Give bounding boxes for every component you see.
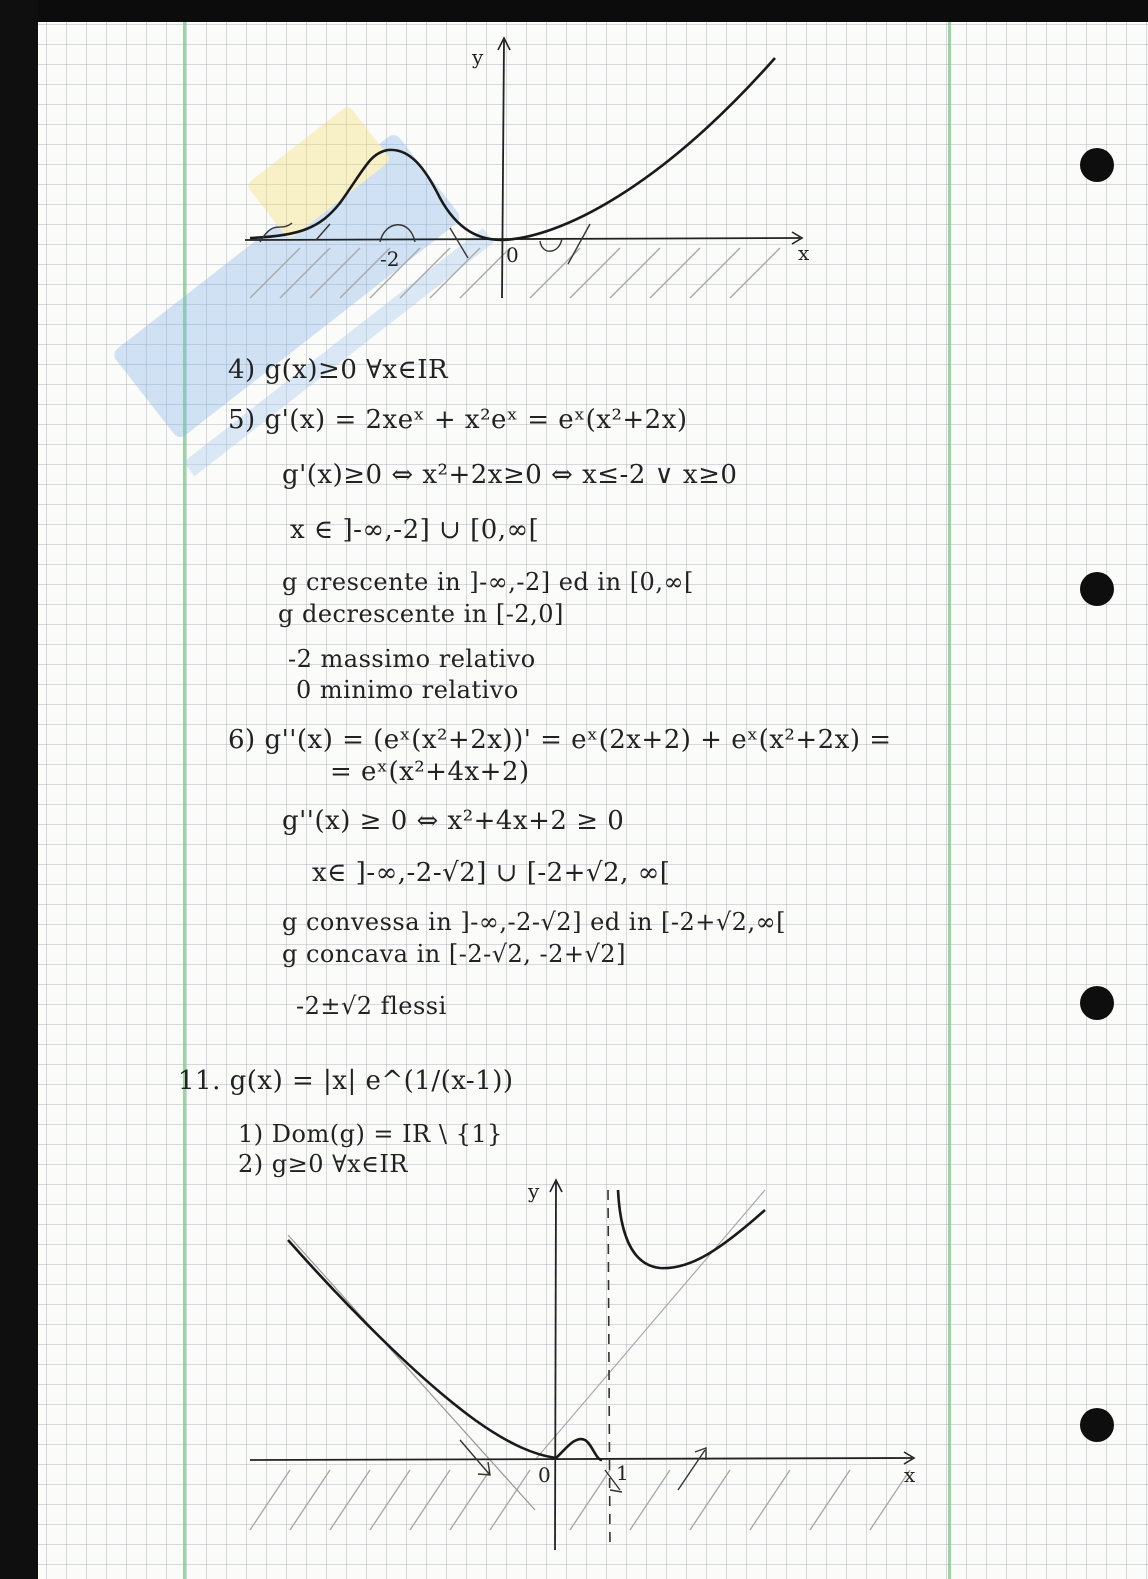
function-curve bbox=[250, 58, 775, 240]
binder-hole bbox=[1080, 986, 1114, 1020]
exercise-11-domain: 1) Dom(g) = IR \ {1} bbox=[238, 1120, 503, 1148]
right-margin-line bbox=[948, 22, 951, 1579]
exercise-11-heading: 11. g(x) = |x| e^(1/(x-1)) bbox=[178, 1066, 514, 1096]
step-5-derivative: 5) g'(x) = 2xeˣ + x²eˣ = eˣ(x²+2x) bbox=[228, 405, 688, 435]
tick-label-minus-2: -2 bbox=[380, 247, 400, 271]
vertical-asymptote bbox=[608, 1190, 610, 1550]
step-6-convex: g convessa in ]-∞,-2-√2] ed in [-2+√2,∞[ bbox=[282, 908, 786, 936]
scan-left-border bbox=[0, 0, 38, 1579]
binder-hole bbox=[1080, 1408, 1114, 1442]
function-curve-right bbox=[618, 1190, 765, 1268]
step-5-maximum: -2 massimo relativo bbox=[288, 645, 536, 673]
step-6-concave: g concava in [-2-√2, -2+√2] bbox=[282, 940, 626, 968]
step-5-minimum: 0 minimo relativo bbox=[296, 676, 519, 704]
tick-label-1: 1 bbox=[616, 1461, 629, 1485]
x-axis-label: x bbox=[798, 241, 810, 265]
step-4: 4) g(x)≥0 ∀x∈IR bbox=[228, 355, 449, 385]
x-axis bbox=[250, 1458, 912, 1460]
step-6-interval: x∈ ]-∞,-2-√2] ∪ [-2+√2, ∞[ bbox=[312, 858, 671, 888]
graph-2 bbox=[240, 1170, 940, 1570]
step-5-decreasing: g decrescente in [-2,0] bbox=[278, 600, 564, 628]
exercise-11-sign: 2) g≥0 ∀x∈IR bbox=[238, 1150, 408, 1178]
origin-label: 0 bbox=[506, 243, 519, 267]
step-5-increasing: g crescente in ]-∞,-2] ed in [0,∞[ bbox=[282, 568, 694, 596]
x-axis-label: x bbox=[904, 1463, 916, 1487]
binder-hole bbox=[1080, 572, 1114, 606]
y-axis bbox=[502, 40, 504, 298]
origin-label: 0 bbox=[538, 1463, 551, 1487]
y-axis-label: y bbox=[472, 45, 484, 69]
y-axis bbox=[555, 1182, 556, 1550]
step-5-interval: x ∈ ]-∞,-2] ∪ [0,∞[ bbox=[290, 515, 540, 545]
step-5-sign: g'(x)≥0 ⇔ x²+2x≥0 ⇔ x≤-2 ∨ x≥0 bbox=[282, 460, 738, 490]
graph-1 bbox=[240, 28, 820, 308]
step-6-simplified: = eˣ(x²+4x+2) bbox=[330, 757, 530, 787]
step-6-inflection: -2±√2 flessi bbox=[296, 992, 447, 1020]
scan-top-border bbox=[0, 0, 1148, 22]
step-6-sign: g''(x) ≥ 0 ⇔ x²+4x+2 ≥ 0 bbox=[282, 806, 625, 836]
left-margin-line bbox=[183, 22, 186, 1579]
step-6-second-derivative: 6) g''(x) = (eˣ(x²+2x))' = eˣ(2x+2) + eˣ(x²+2x) = bbox=[228, 725, 892, 755]
binder-hole bbox=[1080, 148, 1114, 182]
y-axis-label: y bbox=[528, 1179, 540, 1203]
